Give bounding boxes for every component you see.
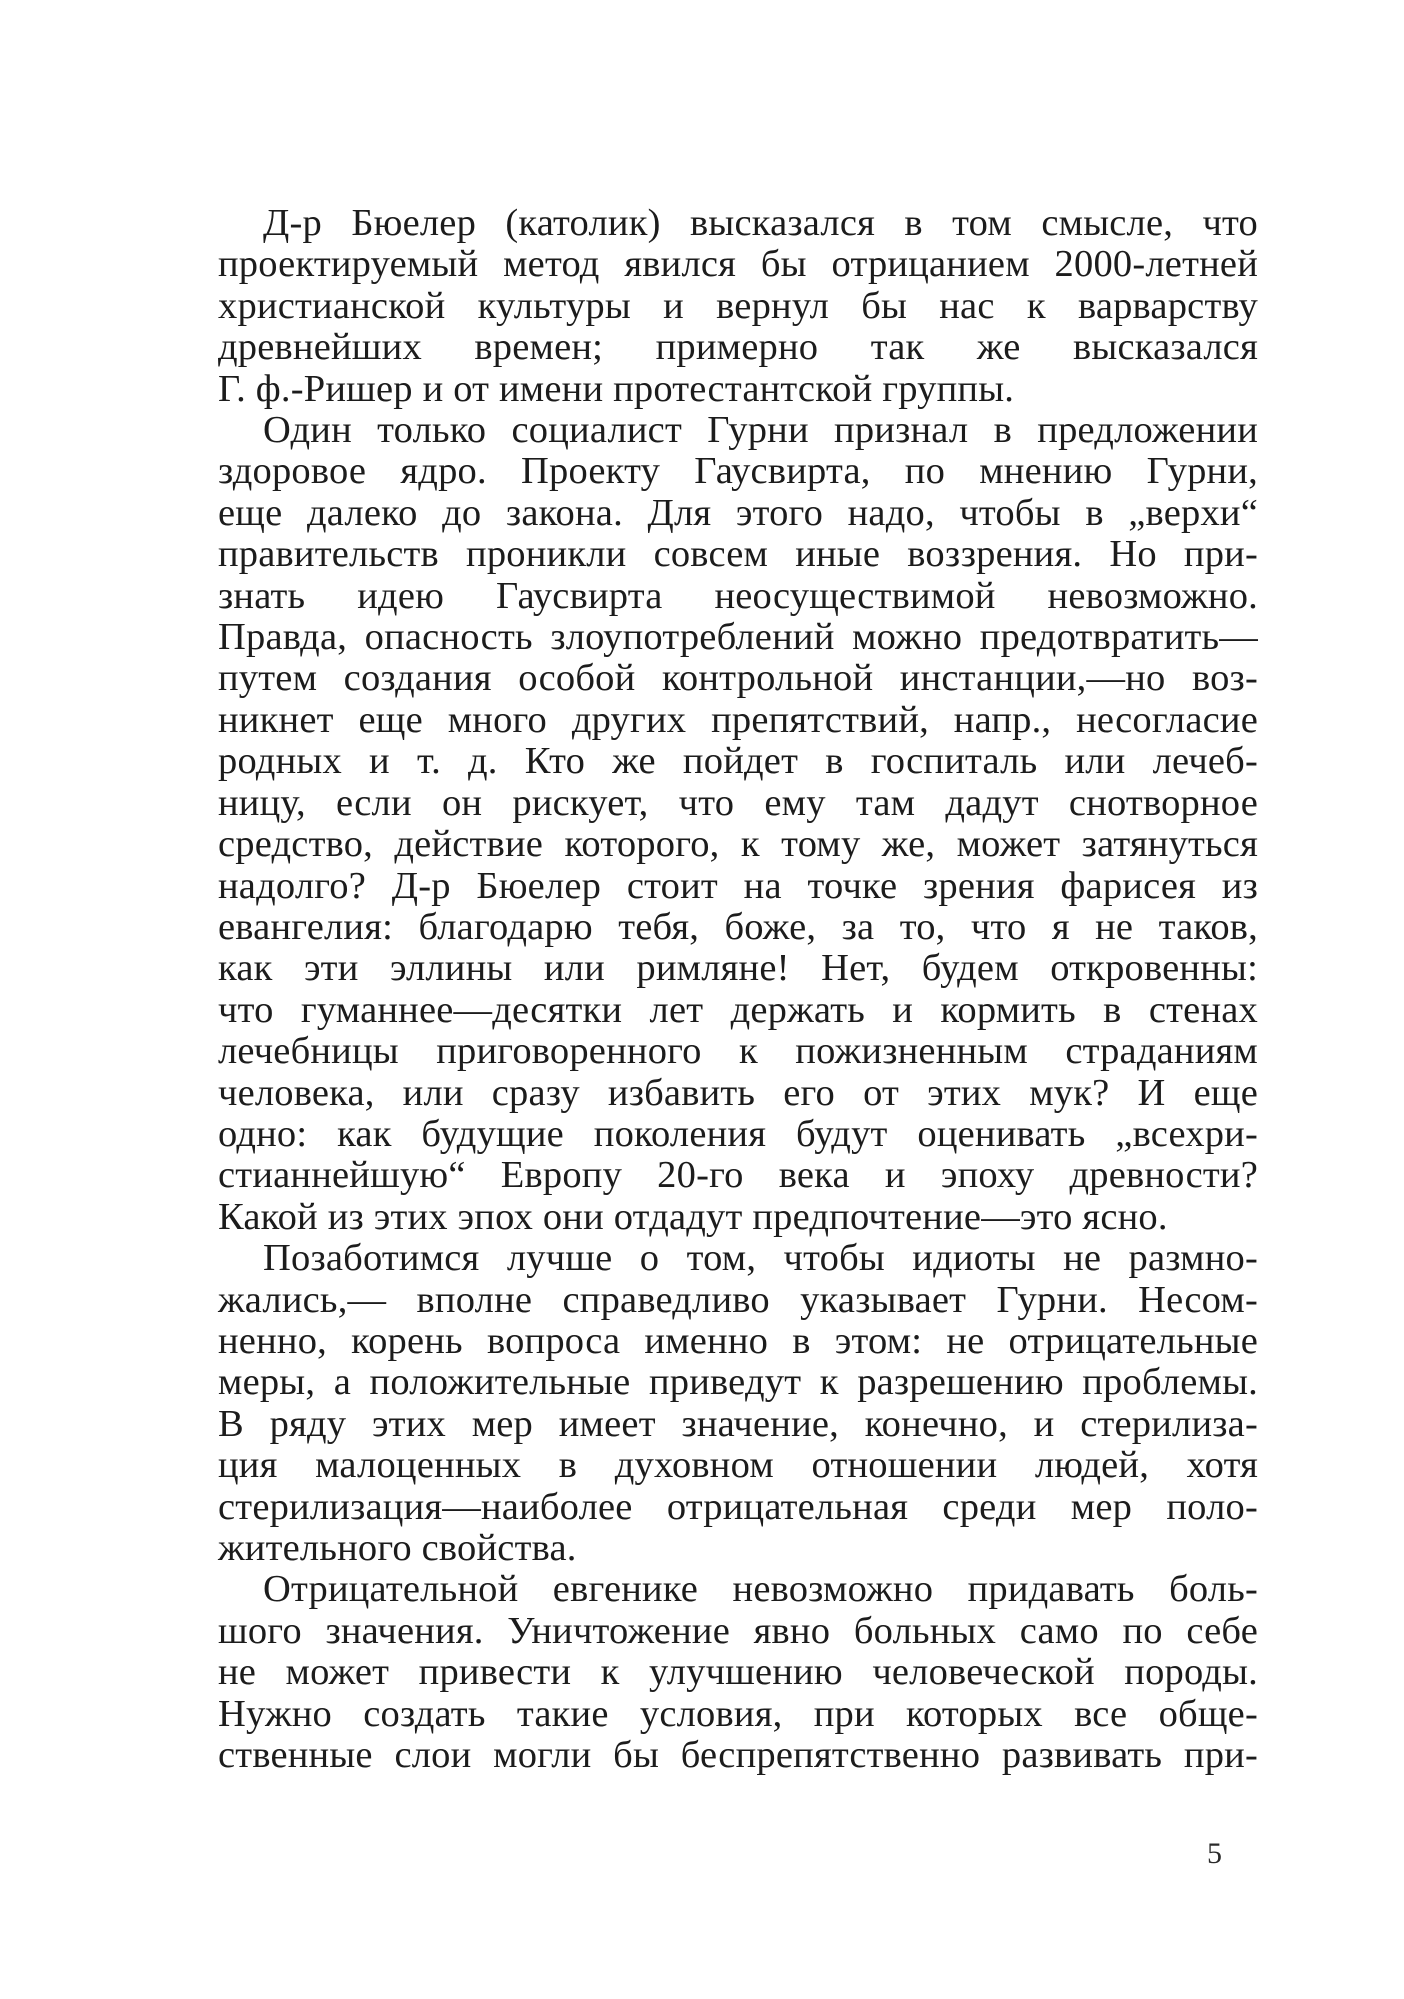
text-line: ненно, корень вопроса именно в этом: не отрицательные [218, 1319, 1258, 1362]
text-line: человека, или сразу избавить его от этих мук? И еще [218, 1071, 1258, 1114]
text-line: правительств проникли совсем иные воззрения. Но при- [218, 533, 1258, 576]
text-line: Отрицательной евгенике невозможно придавать боль- [263, 1568, 1258, 1611]
text-line: средство, действие которого, к тому же, может затянуться [218, 823, 1258, 866]
text-line: надолго? Д-р Бюелер стоит на точке зрения фарисея из [218, 864, 1258, 907]
text-line: шого значения. Уничтожение явно больных само по себе [218, 1609, 1258, 1652]
text-line: здоровое ядро. Проекту Гаусвирта, по мнению Гурни, [218, 450, 1258, 493]
text-line: еще далеко до закона. Для этого надо, чтобы в „верхи“ [218, 491, 1258, 534]
text-line: меры, а положительные приведут к разрешению проблемы. [218, 1361, 1258, 1404]
text-line: Правда, опасность злоупотреблений можно предотвратить— [218, 616, 1258, 659]
text-line: что гуманнее—десятки лет держать и кормить в стенах [218, 988, 1258, 1031]
page-number: 5 [1207, 1837, 1222, 1870]
text-line: родных и т. д. Кто же пойдет в госпиталь или лечеб- [218, 740, 1258, 783]
text-line: как эти эллины или римляне! Нет, будем откровенны: [218, 947, 1258, 990]
text-line: Д-р Бюелер (католик) высказался в том смысле, что [263, 202, 1258, 244]
text-line: ницу, если он рискует, что ему там дадут снотворное [218, 781, 1258, 824]
text-line: жительного свойства. [218, 1527, 577, 1569]
text-line: никнет еще много других препятствий, напр., несогласие [218, 698, 1258, 741]
paragraph-3 [218, 1238, 1258, 1569]
text-line: Позаботимся лучше о том, чтобы идиоты не размно- [263, 1237, 1258, 1280]
text-line: христианской культуры и вернул бы нас к варварству [218, 284, 1258, 327]
text-line: стианнейшую“ Европу 20-го века и эпоху древности? [218, 1154, 1258, 1197]
text-line: проектируемый метод явился бы отрицанием 2000-летней [218, 243, 1258, 286]
text-line: Какой из этих эпох они отдадут предпочтение—это ясно. [218, 1195, 1168, 1238]
text-line: ственные слои могли бы беспрепятственно развивать при- [218, 1734, 1258, 1777]
text-line: Один только социалист Гурни признал в предложении [263, 409, 1258, 452]
text-line: В ряду этих мер имеет значение, конечно, и стерилиза- [218, 1402, 1258, 1445]
text-line: стерилизация—наиболее отрицательная среди мер поло- [218, 1485, 1258, 1528]
text-line: жались,— вполне справедливо указывает Гурни. Несом- [218, 1278, 1258, 1321]
body-text [218, 203, 1258, 1776]
text-line: евангелия: благодарю тебя, боже, за то, что я не таков, [218, 905, 1258, 948]
text-line: одно: как будущие поколения будут оценивать „всехри- [218, 1112, 1258, 1155]
text-line: древнейших времен; примерно так же высказался [218, 326, 1258, 369]
text-line: знать идею Гаусвирта неосуществимой невозможно. [218, 574, 1258, 617]
paragraph-1 [218, 203, 1258, 410]
text-line: путем создания особой контрольной инстанции,—но воз- [218, 657, 1258, 700]
paragraph-4 [218, 1569, 1258, 1776]
text-line: Нужно создать такие условия, при которых все обще- [218, 1692, 1258, 1735]
paragraph-2 [218, 410, 1258, 1238]
text-line: ция малоценных в духовном отношении людей, хотя [218, 1444, 1258, 1487]
text-line: не может привести к улучшению человеческой породы. [218, 1651, 1258, 1694]
text-line: лечебницы приговоренного к пожизненным страданиям [218, 1030, 1258, 1073]
text-line: Г. ф.-Ришер и от имени протестантской группы. [218, 367, 1015, 410]
